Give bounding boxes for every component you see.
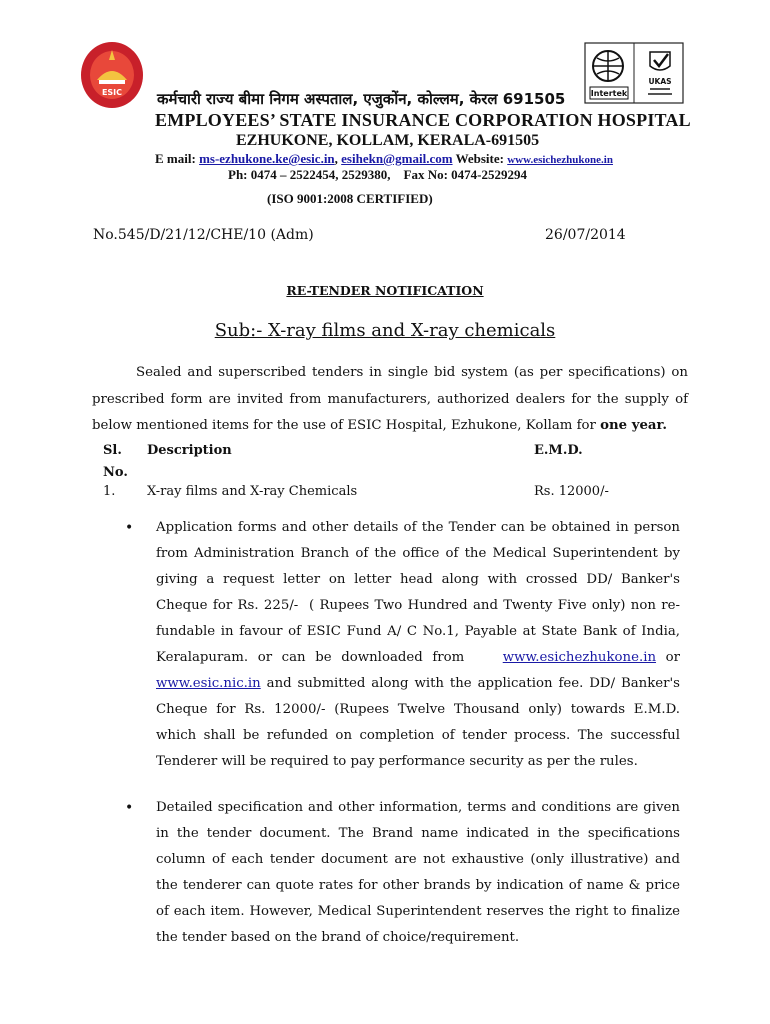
cert-brand-text: Intertek — [590, 89, 628, 98]
email-link-1[interactable]: ms-ezhukone.ke@esic.in — [199, 151, 335, 166]
table-row-description: X-ray films and X-ray Chemicals — [147, 484, 358, 499]
contact-email-line — [155, 151, 613, 167]
bullet-1-text: Application forms and other details of the Tender can be obtained in person from Administration Branch of the office of the Medical Superintendent by giving a request letter on letter head along with crossed DD/ Banker's Cheque for Rs. 225/- ( Rupees Two Hundred and Twenty Five only) non re-fundable in favour of ESIC Fund A/ C No.1, Payable at State Bank of India, Keralapuram. or can be downloaded from — [156, 520, 685, 665]
table-header-emd: E.M.D. — [534, 443, 583, 458]
email-label: E mail: — [155, 151, 196, 166]
document-date: 26/07/2014 — [545, 227, 626, 243]
bullet-2-text: Detailed specification and other information, terms and conditions are given in the tender document. The Brand name indicated in the specifications column of each tender document are not exhaustive (only illustrative) and the tenderer can quote rates for other brands by indication of name & price of each item. However, Medical Superintendent reserves the right to finalize the tender based on the brand of choice/requirement. — [156, 800, 680, 945]
esic-logo — [79, 40, 145, 114]
table-row-emd: Rs. 12000/- — [534, 484, 609, 499]
hospital-name: EMPLOYEES’ STATE INSURANCE CORPORATION HOSPITAL — [155, 110, 691, 130]
conditions-list — [125, 515, 685, 971]
phone-fax-line: Ph: 0474 – 2522454, 2529380, Fax No: 0474-2529294 — [228, 167, 527, 182]
email-link-2[interactable]: esihekn@gmail.com — [341, 151, 453, 166]
table-header-sl-no: No. — [103, 465, 128, 480]
bullet-icon: • — [125, 520, 134, 536]
notice-title: RE-TENDER NOTIFICATION — [286, 283, 484, 298]
table-header-sl: Sl. — [103, 443, 122, 458]
logo-text: ESIC — [101, 88, 123, 97]
bullet-icon: • — [125, 800, 134, 816]
bullet-1-or: or — [656, 650, 685, 665]
iso-certification: (ISO 9001:2008 CERTIFIED) — [267, 191, 433, 206]
cert-ukas-text: UKAS — [648, 77, 672, 86]
email-separator: , — [334, 151, 338, 166]
table-row-sl: 1. — [103, 484, 116, 499]
tender-download-link-1[interactable]: www.esichezhukone.in — [502, 650, 657, 665]
list-item — [125, 515, 685, 775]
hospital-address: EZHUKONE, KOLLAM, KERALA-691505 — [236, 132, 540, 149]
website-label: Website: — [455, 151, 504, 166]
intro-emphasis: one year. — [600, 418, 667, 433]
list-item — [125, 795, 680, 951]
intro-paragraph — [92, 360, 688, 440]
bullet-1-text-cont: and submitted along with the application fee. DD/ Banker's Cheque for Rs. 12000/- (Rupees Twelve Thousand only) towards E.M.D. which shall be refunded on completion of tender process. The successful Tenderer will be required to pay performance security as per the rules. — [156, 676, 680, 769]
certification-logos — [584, 42, 684, 108]
reference-number: No.545/D/21/12/CHE/10 (Adm) — [93, 227, 314, 243]
tender-download-link-2[interactable]: www.esic.nic.in — [156, 676, 261, 691]
subject-line: Sub:- X-ray films and X-ray chemicals — [214, 320, 556, 341]
hospital-name-hindi: कर्मचारी राज्य बीमा निगम अस्पताल, एजुकोंन, कोल्लम, केरल 691505 — [157, 90, 566, 108]
website-link[interactable]: www.esichezhukone.in — [507, 154, 613, 166]
intro-text: Sealed and superscribed tenders in single bid system (as per specifications) on prescribed form are invited from manufacturers, authorized dealers for the supply of below mentioned items for the use of ESIC Hospital, Ezhukone, Kollam for — [92, 365, 688, 433]
table-header-description: Description — [147, 443, 232, 458]
